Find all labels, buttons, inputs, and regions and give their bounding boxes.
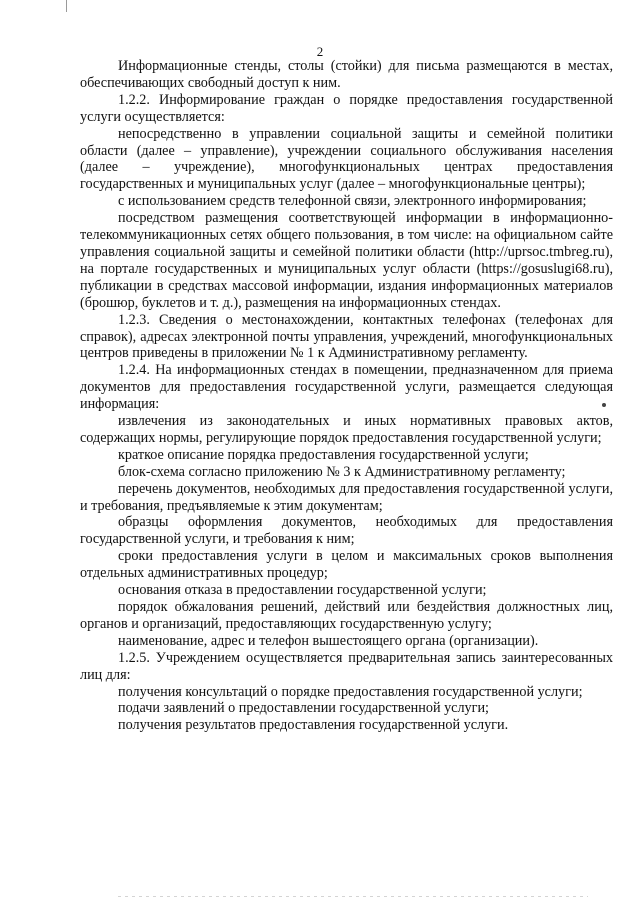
paragraph-phone-info: с использованием средств телефонной связи, электронного информирования; (118, 193, 587, 210)
list-item-consultations: получения консультаций о порядке предоставления государственной услуги; (118, 683, 583, 700)
list-item-higher-authority: наименование, адрес и телефон вышестоящего органа (организации). (118, 632, 539, 649)
list-item-flowchart: блок-схема согласно приложению № 3 к Административному регламенту; (118, 463, 566, 480)
paragraph-1-2-4: 1.2.4. На информационных стендах в помещении, предназначенном для приема документов для предоставления государственной услуги, размещается следующая информация: (80, 362, 613, 413)
paragraph-1-2-5: 1.2.5. Учреждением осуществляется предварительная запись заинтересованных лиц для: (80, 649, 613, 683)
page-number: 2 (316, 44, 324, 59)
list-item-legal-acts: извлечения из законодательных и иных нормативных правовых актов, содержащих нормы, регулирующие порядок предоставления государственной услуги; (80, 413, 613, 446)
list-item-appeal: порядок обжалования решений, действий или бездействия должностных лиц, органов и организаций, предоставляющих государственную услугу; (80, 599, 613, 632)
paragraph-1-2-3: 1.2.3. Сведения о местонахождении, контактных телефонах (телефонах для справок), адресах электронной почты управления, учреждений, многофункциональных центров приведены в приложении № 1 к Административному регламенту. (80, 311, 613, 362)
list-item-applications: подачи заявлений о предоставлении государственной услуги; (118, 700, 489, 717)
list-item-documents: перечень документов, необходимых для предоставления государственной услуги, и требования, предъявляемые к этим документам; (80, 480, 613, 514)
list-item-procedure: краткое описание порядка предоставления государственной услуги; (118, 446, 529, 463)
paragraph-stands: Информационные стенды, столы (стойки) для письма размещаются в местах, обеспечивающих свободный доступ к ним. (80, 58, 613, 91)
paragraph-online-info: посредством размещения соответствующей информации в информационно-телекоммуникационных сетях общего пользования, в том числе: на официальном сайте управления социальной защиты и семейной политики области (http://uprsoc.tmbreg.ru), на портале государственных и муниципальных услуг области (https://gosuslugi68.ru), публикации в средствах массовой информации, издания информационных материалов (брошюр, буклетов и т. д.), размещения на информационных стендах. (80, 210, 613, 311)
scan-artifact-dot (602, 403, 606, 407)
document-body (80, 58, 613, 734)
scan-artifact-bottom (118, 896, 588, 897)
list-item-results: получения результатов предоставления государственной услуги. (118, 717, 509, 734)
list-item-deadlines: сроки предоставления услуги в целом и максимальных сроков выполнения отдельных административных процедур; (80, 548, 613, 582)
paragraph-1-2-2: 1.2.2. Информирование граждан о порядке предоставления государственной услуги осуществляется: (80, 91, 613, 125)
paragraph-direct-info: непосредственно в управлении социальной защиты и семейной политики области (далее – управление), учреждении социального обслуживания населения (далее – учреждение), многофункциональных центрах предоставления государственных и муниципальных услуг (далее – многофункциональные центры); (80, 125, 613, 193)
scan-artifact-line (66, 0, 67, 12)
list-item-refusal: основания отказа в предоставлении государственной услуги; (118, 582, 487, 599)
list-item-samples: образцы оформления документов, необходимых для предоставления государственной услуги, и требования к ним; (80, 514, 613, 548)
